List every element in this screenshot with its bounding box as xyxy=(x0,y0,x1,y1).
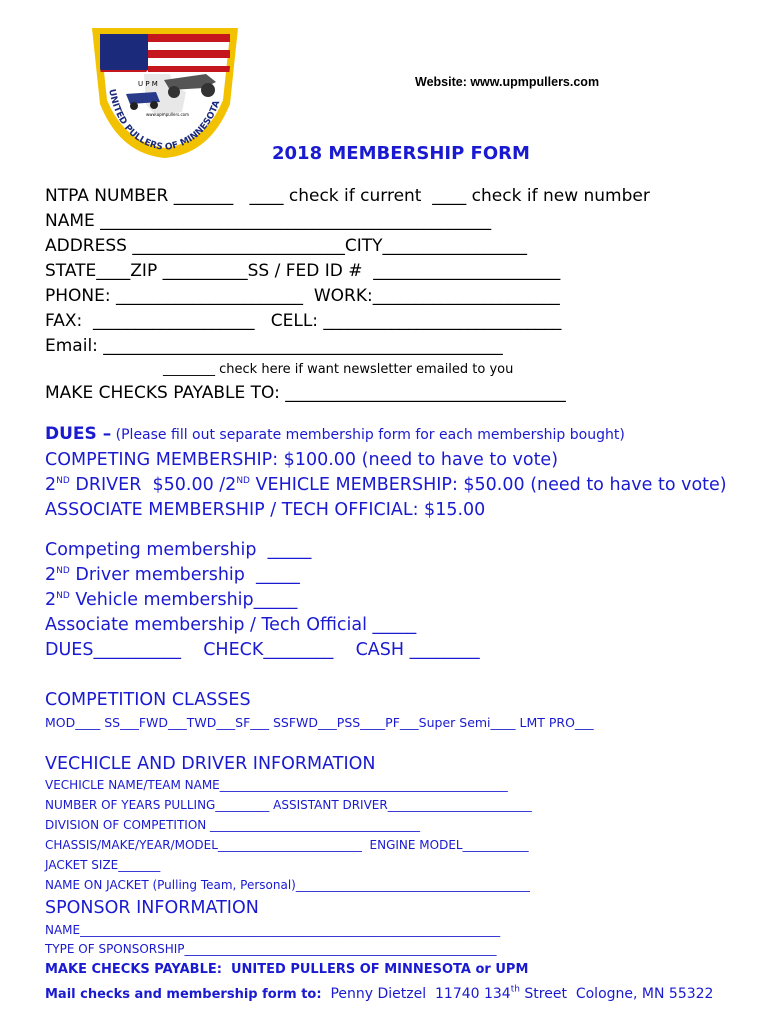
vehicle-driver-heading: VECHICLE AND DRIVER INFORMATION xyxy=(45,754,376,774)
mailing-instructions: Mail checks and membership form to: Penny Dietzel 11740 134th Street Cologne, MN 55322 xyxy=(45,984,714,1002)
years-assistant-field[interactable]: NUMBER OF YEARS PULLING_________ ASSISTANT DRIVER________________________ xyxy=(45,798,532,812)
address-city-field[interactable]: ADDRESS _________________________CITY_________________ xyxy=(45,236,528,256)
jacket-size-field[interactable]: JACKET SIZE_______ xyxy=(45,858,161,872)
email-field[interactable]: Email: _______________________________________________ xyxy=(45,336,503,356)
second-vehicle-blank[interactable]: 2ND Vehicle membership_____ xyxy=(45,590,298,610)
logo-letters: U P M xyxy=(138,80,158,88)
name-field[interactable]: NAME ______________________________________________ xyxy=(45,211,492,231)
dues-check-cash-line[interactable]: DUES__________ CHECK________ CASH ________ xyxy=(45,640,480,660)
logo-ring-text: UNITED PULLERS OF MINNESOTA xyxy=(106,88,223,154)
associate-membership-blank[interactable]: Associate membership / Tech Official _____ xyxy=(45,615,417,635)
competing-membership-price: COMPETING MEMBERSHIP: $100.00 (need to have to vote) xyxy=(45,450,559,470)
upm-logo xyxy=(86,12,244,160)
dues-section xyxy=(45,424,625,444)
sponsorship-type-field[interactable]: TYPE OF SPONSORSHIP____________________________________________________ xyxy=(45,942,497,956)
competition-classes-list[interactable]: MOD____ SS___FWD___TWD___SF___ SSFWD___PSS____PF___Super Semi____ LMT PRO___ xyxy=(45,715,594,730)
sponsor-name-field[interactable]: NAME______________________________________________________________________ xyxy=(45,923,501,937)
form-title: 2018 MEMBERSHIP FORM xyxy=(272,143,530,164)
competition-classes-heading: COMPETITION CLASSES xyxy=(45,690,251,710)
second-driver-blank[interactable]: 2ND Driver membership _____ xyxy=(45,565,300,585)
competing-membership-blank[interactable]: Competing membership _____ xyxy=(45,540,312,560)
second-driver-vehicle-price: 2ND DRIVER $50.00 /2ND VEHICLE MEMBERSHIP: $50.00 (need to have to vote) xyxy=(45,475,727,495)
dues-note: (Please fill out separate membership form for each membership bought) xyxy=(111,427,625,443)
sponsor-heading: SPONSOR INFORMATION xyxy=(45,898,259,918)
payable-to-footer: MAKE CHECKS PAYABLE: UNITED PULLERS OF MINNESOTA or UPM xyxy=(45,962,529,977)
chassis-engine-field[interactable]: CHASSIS/MAKE/YEAR/MODEL________________________ ENGINE MODEL___________ xyxy=(45,838,529,852)
fax-cell-field[interactable]: FAX: ___________________ CELL: ____________________________ xyxy=(45,311,562,331)
phone-work-field[interactable]: PHONE: ______________________ WORK:______________________ xyxy=(45,286,560,306)
make-checks-payable-line[interactable]: MAKE CHECKS PAYABLE TO: _________________________________ xyxy=(45,383,566,403)
division-field[interactable]: DIVISION OF COMPETITION ___________________________________ xyxy=(45,818,421,832)
dues-heading: DUES – xyxy=(45,424,112,444)
associate-membership-price: ASSOCIATE MEMBERSHIP / TECH OFFICIAL: $15.00 xyxy=(45,500,486,520)
ntpa-number-field[interactable]: NTPA NUMBER _______ ____ check if current ____ check if new number xyxy=(45,186,650,206)
website-url: Website: www.upmpullers.com xyxy=(415,75,600,89)
newsletter-checkbox-line[interactable]: ________ check here if want newsletter emailed to you xyxy=(163,362,514,377)
jacket-name-field[interactable]: NAME ON JACKET (Pulling Team, Personal)_______________________________________ xyxy=(45,878,530,892)
logo-url: www.upmpullers.com xyxy=(146,112,189,117)
state-zip-ssid-field[interactable]: STATE____ZIP __________SS / FED ID # ______________________ xyxy=(45,261,561,281)
team-name-field[interactable]: VECHICLE NAME/TEAM NAME________________________________________________ xyxy=(45,778,508,792)
